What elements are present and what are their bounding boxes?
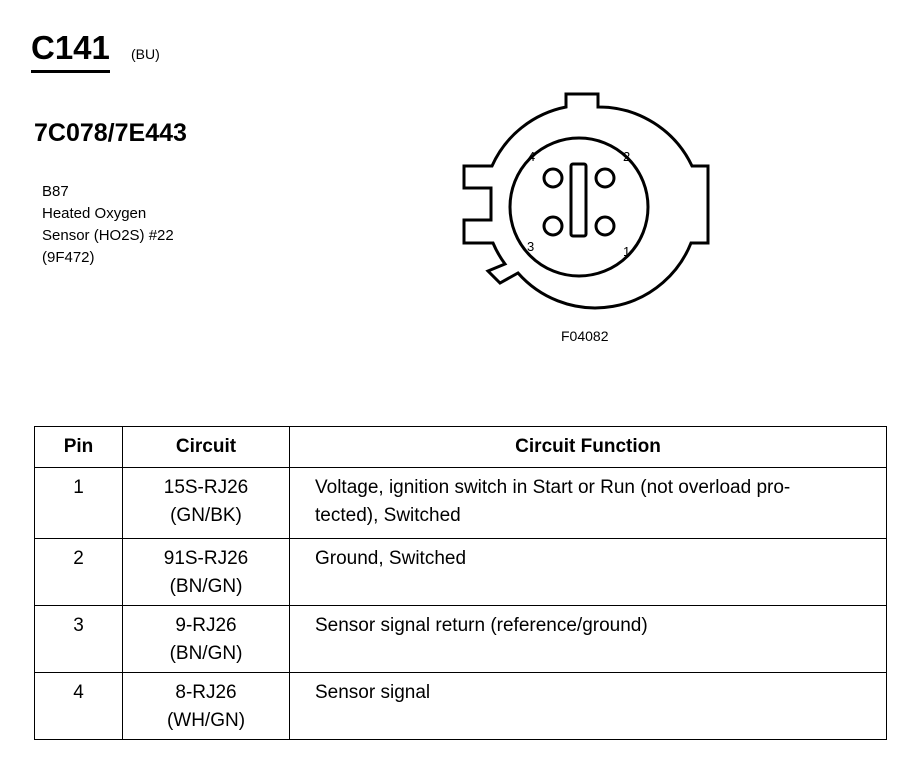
table-row [35, 539, 887, 606]
function-cell: Ground, Switched [290, 539, 887, 606]
figure-code: F04082 [561, 328, 609, 344]
circuit-cell [123, 468, 290, 539]
circuit-number: 15S-RJ26 [163, 477, 249, 498]
circuit-cell [123, 539, 290, 606]
pin-table [34, 426, 887, 740]
function-cell: Sensor signal [290, 673, 887, 740]
pin-cell: 4 [35, 673, 123, 740]
header-pin: Pin [35, 427, 123, 468]
pin-cavity-1 [596, 217, 614, 235]
table-row [35, 468, 887, 539]
table-row [35, 673, 887, 740]
connector-face-diagram [455, 85, 725, 310]
pin-label-1: 1 [623, 244, 631, 259]
wire-color: (BN/GN) [169, 576, 243, 597]
connector-id: C141 [31, 29, 110, 66]
pin-label-3: 3 [527, 239, 535, 254]
circuit-cell [123, 606, 290, 673]
pin-cavity-4 [544, 169, 562, 187]
part-number: 7C078/7E443 [34, 119, 187, 147]
component-line: (9F472) [42, 249, 95, 266]
component-line: B87 [42, 183, 69, 200]
pin-label-4: 4 [528, 149, 536, 164]
wire-color: (WH/GN) [166, 710, 246, 731]
function-cell: Voltage, ignition switch in Start or Run (not overload pro- tected), Switched [290, 468, 887, 539]
circuit-number: 8-RJ26 [175, 682, 237, 703]
function-cell: Sensor signal return (reference/ground) [290, 606, 887, 673]
pin-cavity-2 [596, 169, 614, 187]
table-row [35, 606, 887, 673]
header-circuit-function: Circuit Function [290, 427, 887, 468]
center-blade [571, 164, 586, 236]
pin-label-2: 2 [623, 149, 631, 164]
header-circuit: Circuit [123, 427, 290, 468]
component-line: Sensor (HO2S) #22 [42, 227, 174, 244]
connector-id-underline [31, 70, 110, 73]
circuit-cell [123, 673, 290, 740]
circuit-number: 9-RJ26 [175, 615, 237, 636]
component-description [42, 181, 174, 269]
wire-color: (GN/BK) [170, 505, 242, 526]
pin-cavity-3 [544, 217, 562, 235]
connector-color: (BU) [131, 46, 160, 62]
circuit-number: 91S-RJ26 [163, 548, 249, 569]
pin-cell: 1 [35, 468, 123, 539]
pin-cell: 2 [35, 539, 123, 606]
pin-cell: 3 [35, 606, 123, 673]
wire-color: (BN/GN) [169, 643, 243, 664]
table-header-row [35, 427, 887, 468]
component-line: Heated Oxygen [42, 205, 147, 222]
